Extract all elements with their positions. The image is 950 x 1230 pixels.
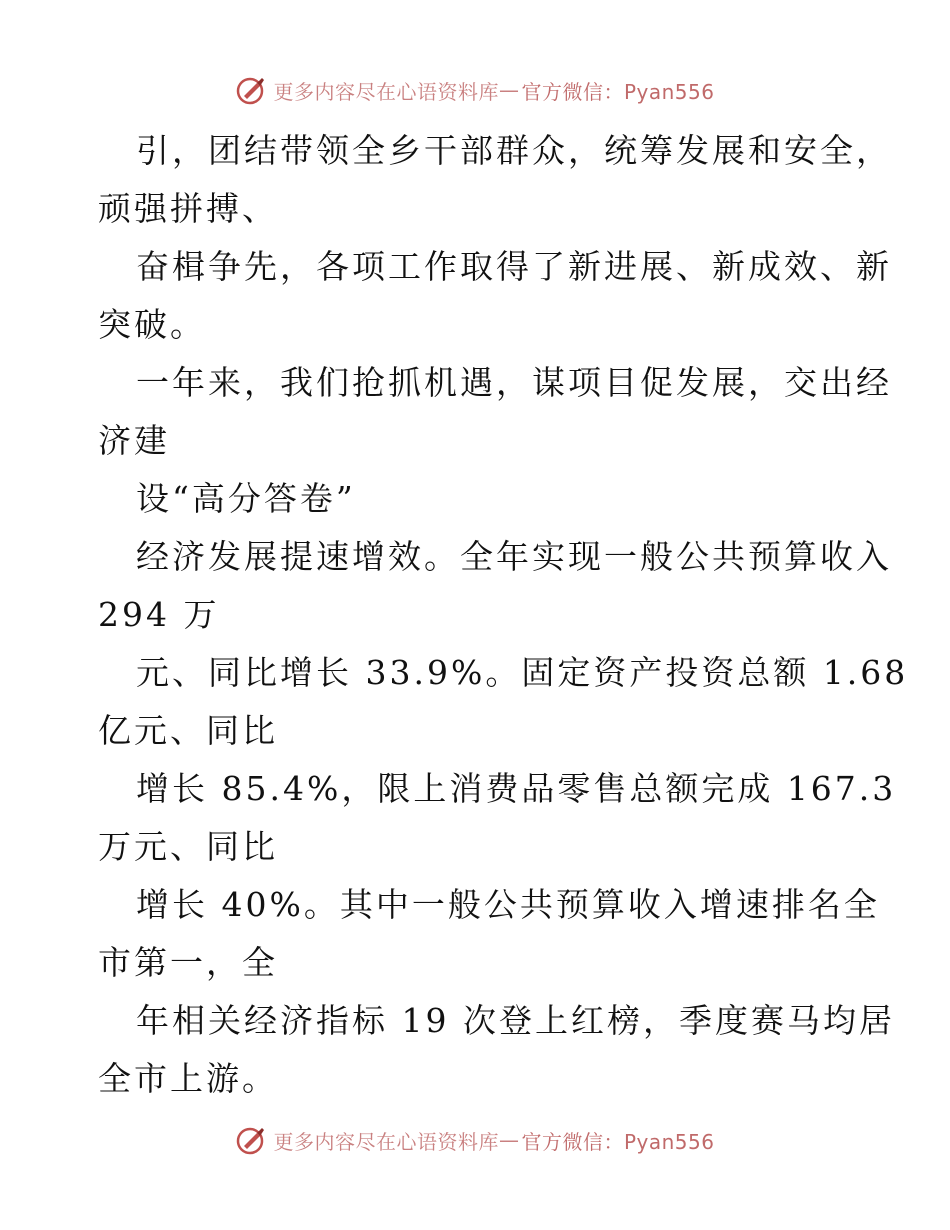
text-line: 增长 85.4%，限上消费品零售总额完成 167.3 bbox=[136, 769, 897, 808]
text-line: 顽强拼搏、 bbox=[98, 189, 278, 228]
text-line: 突破。 bbox=[98, 305, 206, 344]
watermark-text-right: 官方微信：Pyan556 bbox=[521, 1129, 715, 1154]
text-line: 万元、同比 bbox=[98, 827, 278, 866]
document-body bbox=[98, 122, 909, 1108]
header-watermark bbox=[0, 70, 950, 110]
text-line: 元、同比增长 33.9%。固定资产投资总额 1.68 bbox=[136, 653, 909, 692]
text-line: 年相关经济指标 19 次登上红榜，季度赛马均居 bbox=[136, 1001, 895, 1040]
watermark-text-left: 更多内容尽在心语资料库 bbox=[273, 1129, 499, 1154]
text-line: 亿元、同比 bbox=[98, 711, 278, 750]
watermark-text-right: 官方微信：Pyan556 bbox=[521, 79, 715, 104]
watermark-dash: — bbox=[498, 1128, 520, 1152]
text-line: 济建 bbox=[98, 421, 170, 460]
pen-logo-icon bbox=[235, 74, 267, 106]
footer-watermark bbox=[0, 1120, 950, 1160]
text-line: 奋楫争先，各项工作取得了新进展、新成效、新 bbox=[136, 247, 892, 286]
text-line: 全市上游。 bbox=[98, 1059, 278, 1098]
text-line: 一年来，我们抢抓机遇，谋项目促发展，交出经 bbox=[136, 363, 892, 402]
text-line: 设“高分答卷” bbox=[136, 479, 356, 518]
text-line: 经济发展提速增效。全年实现一般公共预算收入 bbox=[136, 537, 892, 576]
text-line: 市第一，全 bbox=[98, 943, 278, 982]
text-line: 引，团结带领全乡干部群众，统筹发展和安全， bbox=[136, 131, 892, 170]
text-line: 294 万 bbox=[98, 595, 220, 634]
pen-logo-icon bbox=[235, 1124, 267, 1156]
watermark-dash: — bbox=[498, 78, 520, 102]
watermark-text-left: 更多内容尽在心语资料库 bbox=[273, 79, 499, 104]
text-line: 增长 40%。其中一般公共预算收入增速排名全 bbox=[136, 885, 880, 924]
